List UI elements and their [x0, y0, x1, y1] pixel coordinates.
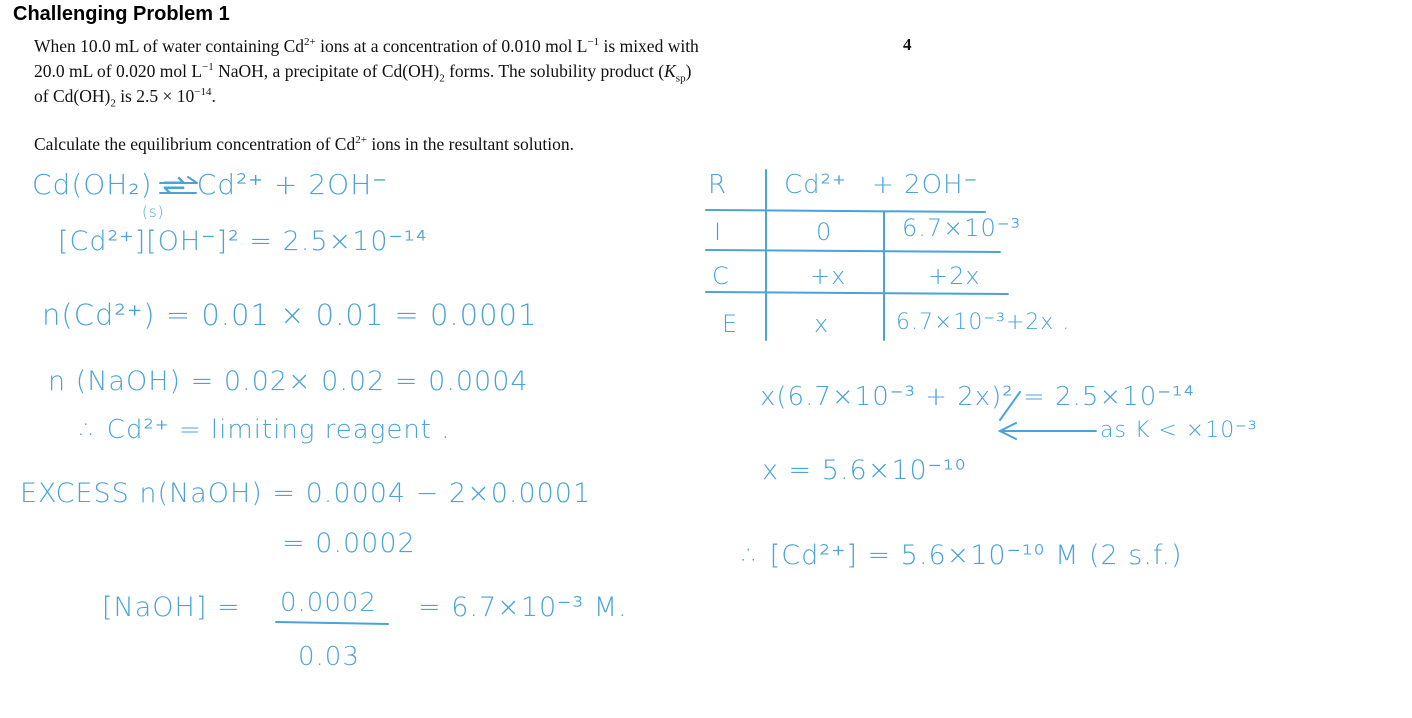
- text: NaOH, a precipitate of Cd(OH): [213, 61, 440, 81]
- text: ions in the resultant solution.: [366, 134, 575, 154]
- text: 20.0 mL of 0.020 mol L: [34, 61, 203, 81]
- hw-moles-cd: n(Cd²⁺) = 0.01 × 0.01 = 0.0001: [42, 298, 538, 332]
- ice-header-r: R: [708, 170, 728, 200]
- ice-row-i-oh: 6.7×10⁻³: [902, 214, 1022, 242]
- ice-header-oh: + 2OH⁻: [872, 170, 979, 200]
- hw-dissociation-equation: Cd(OH₂) ⇌ Cd²⁺ + 2OH⁻: [32, 168, 389, 201]
- marks-label: 4: [903, 35, 912, 54]
- text: of Cd(OH): [34, 86, 111, 106]
- hw-equilibrium-expression: x(6.7×10⁻³ + 2x)² = 2.5×10⁻¹⁴: [760, 382, 1195, 412]
- hw-solid-state: (s): [142, 203, 165, 221]
- ice-horizontal-line-3: [706, 292, 1008, 294]
- text: is mixed with: [599, 36, 699, 56]
- fraction-bar: [276, 622, 388, 624]
- hw-conc-label: [NaOH] =: [102, 592, 241, 623]
- hw-excess-naoh: EXCESS n(NaOH) = 0.0004 − 2×0.0001: [20, 478, 592, 509]
- ice-row-e-oh: 6.7×10⁻³+2x .: [896, 310, 1071, 335]
- text: Calculate the equilibrium concentration of Cd: [34, 134, 356, 154]
- ice-row-e-cd: x: [814, 310, 830, 338]
- italic-k: K: [664, 61, 676, 81]
- text: is 2.5 × 10: [115, 86, 195, 106]
- ice-row-e-label: E: [722, 310, 739, 338]
- text: .: [211, 86, 216, 106]
- superscript: −14: [194, 86, 212, 99]
- hw-limiting-reagent: ∴ Cd²⁺ = limiting reagent .: [80, 415, 451, 445]
- subscript: 2: [110, 97, 116, 110]
- problem-heading: Challenging Problem 1: [13, 3, 230, 25]
- subscript: sp: [675, 72, 686, 85]
- hw-conc-numerator: 0.0002: [280, 588, 377, 618]
- ice-row-c-oh: +2x: [928, 262, 981, 290]
- hw-excess-result: = 0.0002: [282, 528, 416, 559]
- strike-2x: [1000, 392, 1020, 420]
- hw-conc-result: = 6.7×10⁻³ M.: [418, 592, 628, 623]
- hw-moles-naoh: n (NaOH) = 0.02× 0.02 = 0.0004: [48, 366, 529, 397]
- superscript: 2+: [355, 134, 367, 147]
- ice-row-i-cd: 0: [816, 218, 833, 246]
- ice-row-i-label: I: [714, 218, 723, 246]
- text: When 10.0 mL of water containing Cd: [34, 36, 305, 56]
- hw-conc-denominator: 0.03: [298, 642, 360, 672]
- superscript: −1: [587, 36, 600, 49]
- text: ): [685, 61, 692, 81]
- ice-row-c-cd: +x: [810, 262, 847, 290]
- superscript: −1: [202, 61, 214, 74]
- ice-header-cd: Cd²⁺: [784, 170, 847, 200]
- ice-horizontal-line-1: [706, 210, 985, 212]
- hw-ksp-expression: [Cd²⁺][OH⁻]² = 2.5×10⁻¹⁴: [58, 226, 428, 257]
- hw-x-value: x = 5.6×10⁻¹⁰: [762, 455, 967, 486]
- ice-row-c-label: C: [712, 262, 730, 290]
- hw-final-answer: ∴ [Cd²⁺] = 5.6×10⁻¹⁰ M (2 s.f.): [742, 540, 1183, 571]
- superscript: 2+: [304, 36, 316, 49]
- hw-approximation-note: as K < ×10⁻³: [1100, 418, 1258, 443]
- subscript: 2: [439, 72, 445, 85]
- ice-horizontal-line-2: [706, 250, 1000, 252]
- text: forms. The solubility product (: [444, 61, 665, 81]
- text: ions at a concentration of 0.010 mol L: [315, 36, 588, 56]
